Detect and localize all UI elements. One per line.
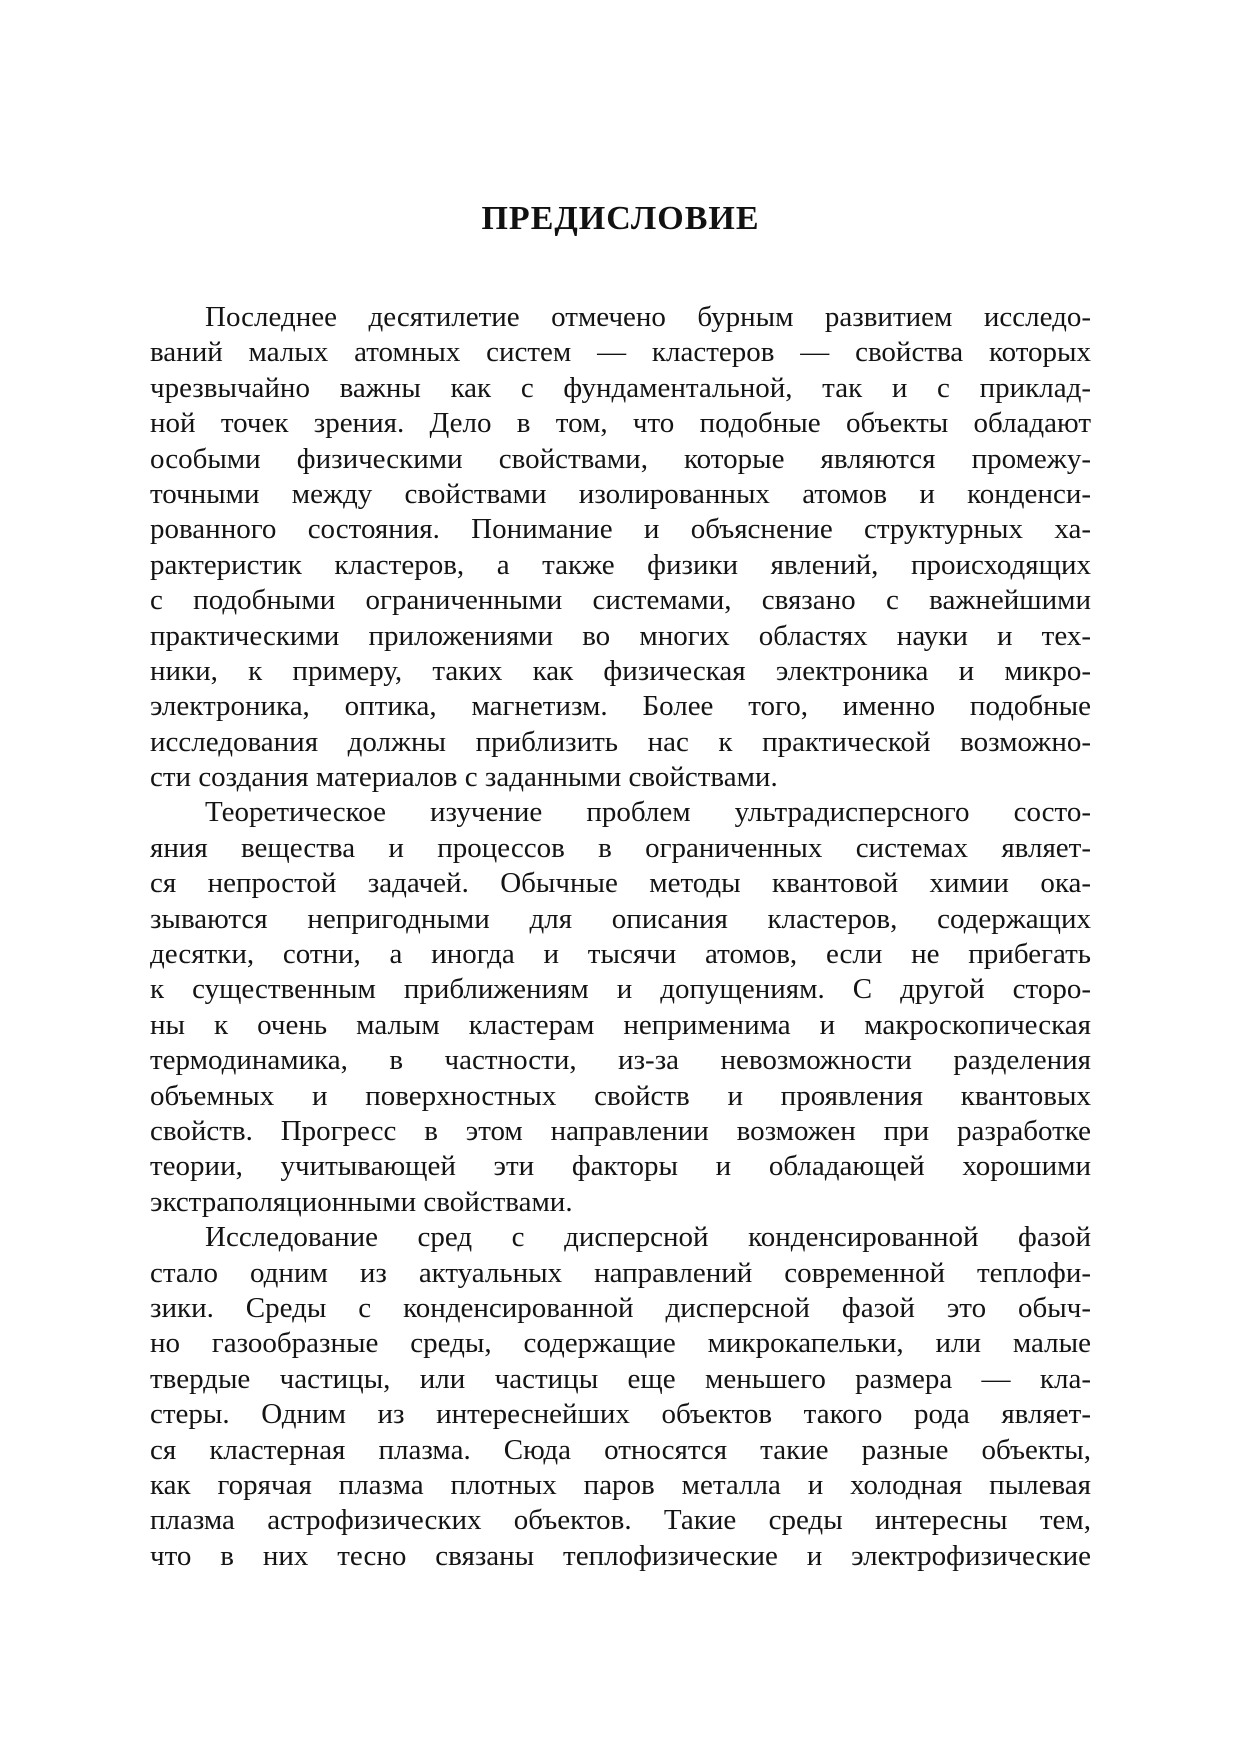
text-line: стеры. Одним из интереснейших объектов такого рода являет-: [150, 1398, 1091, 1431]
text-line: ся непростой задачей. Обычные методы квантовой химии ока-: [150, 867, 1091, 900]
text-line: Исследование сред с дисперсной конденсированной фазой: [205, 1221, 1091, 1254]
text-line: плазма астрофизических объектов. Такие среды интересны тем,: [150, 1504, 1091, 1537]
text-line: теории, учитывающей эти факторы и обладающей хорошими: [150, 1150, 1091, 1183]
body-text: [150, 300, 1091, 1574]
text-line: твердые частицы, или частицы еще меньшего размера — кла-: [150, 1362, 1091, 1395]
text-line: яния вещества и процессов в ограниченных системах являет-: [150, 831, 1091, 864]
text-line: рованного состояния. Понимание и объяснение структурных ха-: [150, 513, 1091, 546]
text-line: с подобными ограниченными системами, связано с важнейшими: [150, 584, 1091, 617]
text-line: Теоретическое изучение проблем ультрадисперсного состо-: [205, 796, 1091, 829]
page-title: ПРЕДИСЛОВИЕ: [481, 200, 760, 237]
text-line: чрезвычайно важны как с фундаментальной, так и с приклад-: [150, 371, 1091, 404]
text-line: электроника, оптика, магнетизм. Более того, именно подобные: [150, 690, 1091, 723]
text-line: зываются непригодными для описания кластеров, содержащих: [150, 902, 1091, 935]
text-line: ники, к примеру, таких как физическая электроника и микро-: [150, 654, 1091, 687]
paragraph: [150, 795, 1091, 1220]
text-line: ваний малых атомных систем — кластеров — свойства которых: [150, 336, 1091, 369]
text-line: десятки, сотни, а иногда и тысячи атомов, если не прибегать: [150, 938, 1091, 971]
text-line: свойств. Прогресс в этом направлении возможен при разработке: [150, 1114, 1091, 1147]
paragraph: [150, 1220, 1091, 1574]
text-line: ны к очень малым кластерам неприменима и макроскопическая: [150, 1008, 1091, 1041]
text-line: термодинамика, в частности, из-за невозможности разделения: [150, 1044, 1091, 1077]
text-line: Последнее десятилетие отмечено бурным развитием исследо-: [205, 301, 1091, 333]
text-line: особыми физическими свойствами, которые являются промежу-: [150, 442, 1091, 475]
text-line: но газообразные среды, содержащие микрокапельки, или малые: [150, 1327, 1091, 1360]
text-line: исследования должны приблизить нас к практической возможно-: [150, 725, 1091, 758]
text-line: практическими приложениями во многих областях науки и тех-: [150, 619, 1091, 652]
text-line: сти создания материалов с заданными свойствами.: [150, 761, 778, 794]
paragraph: [150, 300, 1091, 795]
text-line: объемных и поверхностных свойств и проявления квантовых: [150, 1079, 1091, 1112]
text-line: к существенным приближениям и допущениям. С другой сторо-: [150, 973, 1091, 1006]
text-line: экстраполяционными свойствами.: [150, 1185, 573, 1218]
text-line: стало одним из актуальных направлений современной теплофи-: [150, 1256, 1091, 1289]
text-line: ной точек зрения. Дело в том, что подобные объекты обладают: [150, 407, 1091, 440]
text-line: что в них тесно связаны теплофизические и электрофизические: [150, 1539, 1091, 1572]
text-line: зики. Среды с конденсированной дисперсной фазой это обыч-: [150, 1291, 1091, 1324]
text-line: рактеристик кластеров, а также физики явлений, происходящих: [150, 548, 1091, 581]
text-line: ся кластерная плазма. Сюда относятся такие разные объекты,: [150, 1433, 1091, 1466]
text-line: как горячая плазма плотных паров металла и холодная пылевая: [150, 1468, 1091, 1501]
text-line: точными между свойствами изолированных атомов и конденси-: [150, 477, 1091, 510]
